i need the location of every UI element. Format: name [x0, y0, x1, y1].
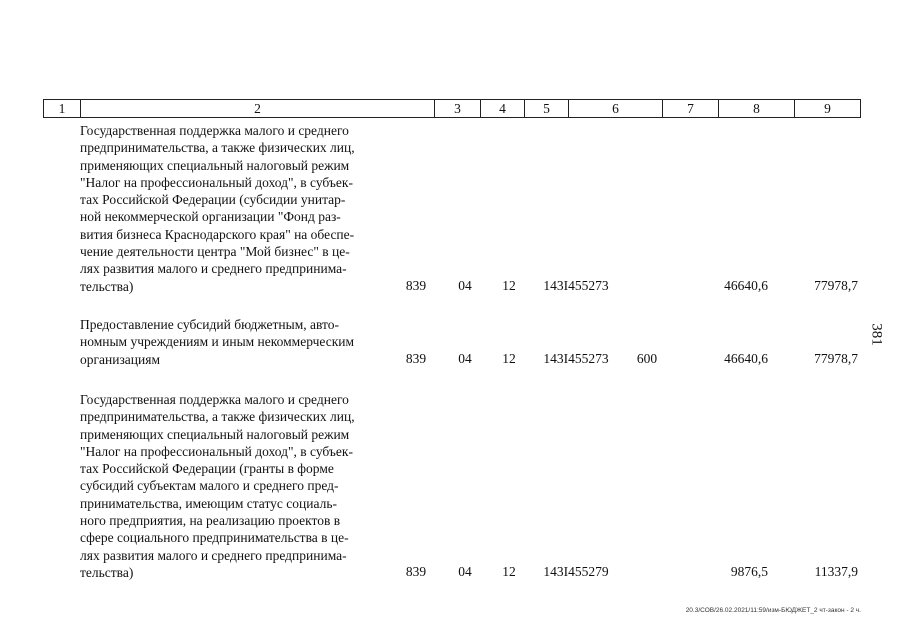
row-description: Предоставление субсидий бюджетным, авто- номным учреждениям и иным некоммерческим организациям [80, 317, 355, 367]
cell-admin-code: 839 [405, 278, 427, 293]
cell-amount-2: 77978,7 [814, 278, 858, 293]
cell-section: 04 [458, 351, 472, 366]
cell-expense-type: 600 [636, 351, 658, 366]
cell-subsection: 12 [502, 351, 516, 366]
column-header-2: 2 [81, 100, 435, 118]
column-header-1: 1 [44, 100, 81, 118]
cell-admin-code: 839 [405, 564, 427, 579]
cell-amount-1: 46640,6 [724, 351, 768, 366]
column-header-7: 7 [663, 100, 719, 118]
cell-section: 04 [458, 564, 472, 579]
cell-amount-1: 9876,5 [730, 564, 768, 579]
column-header-5: 5 [525, 100, 569, 118]
cell-subsection: 12 [502, 278, 516, 293]
cell-subsection: 12 [502, 564, 516, 579]
footer-stamp: 20.3/СОВ/26.02.2021/11:59/изм-БЮДЖЕТ_2 чт-закон - 2 ч. [685, 607, 861, 614]
column-header-8: 8 [719, 100, 795, 118]
cell-amount-1: 46640,6 [724, 278, 768, 293]
cell-admin-code: 839 [405, 351, 427, 366]
cell-amount-2: 77978,7 [814, 351, 858, 366]
column-header-3: 3 [435, 100, 481, 118]
cell-target-article: 143I455273 [543, 351, 609, 366]
row-description: Государственная поддержка малого и среднего предпринимательства, а также физических лиц, применяющих специальный налоговый режим "Налог на профессиональный доход", в субъек- тах Российской Федерации (гранты в форме субсидий субъектам малого и среднего пред- принимательства, имеющим статус социаль- ного предприятия, на реализацию проектов в сфере социального предпринимательства в це- лях развития малого и среднего предпринима- тельства) [80, 392, 355, 580]
column-header-row [43, 99, 861, 118]
column-header-4: 4 [481, 100, 525, 118]
cell-target-article: 143I455273 [543, 278, 609, 293]
cell-amount-2: 11337,9 [814, 564, 858, 579]
column-header-6: 6 [569, 100, 663, 118]
column-header-9: 9 [795, 100, 861, 118]
cell-section: 04 [458, 278, 472, 293]
page-number: 381 [868, 323, 885, 346]
row-description: Государственная поддержка малого и среднего предпринимательства, а также физических лиц, применяющих специальный налоговый режим "Налог на профессиональный доход", в субъек- тах Российской Федерации (субсидии унитар- ной некоммерческой организации "Фонд раз- вития бизнеса Краснодарского края" на обеспе- чение деятельности центра "Мой бизнес" в це- лях развития малого и среднего предпринима- тельства) [80, 123, 355, 294]
cell-target-article: 143I455279 [543, 564, 609, 579]
